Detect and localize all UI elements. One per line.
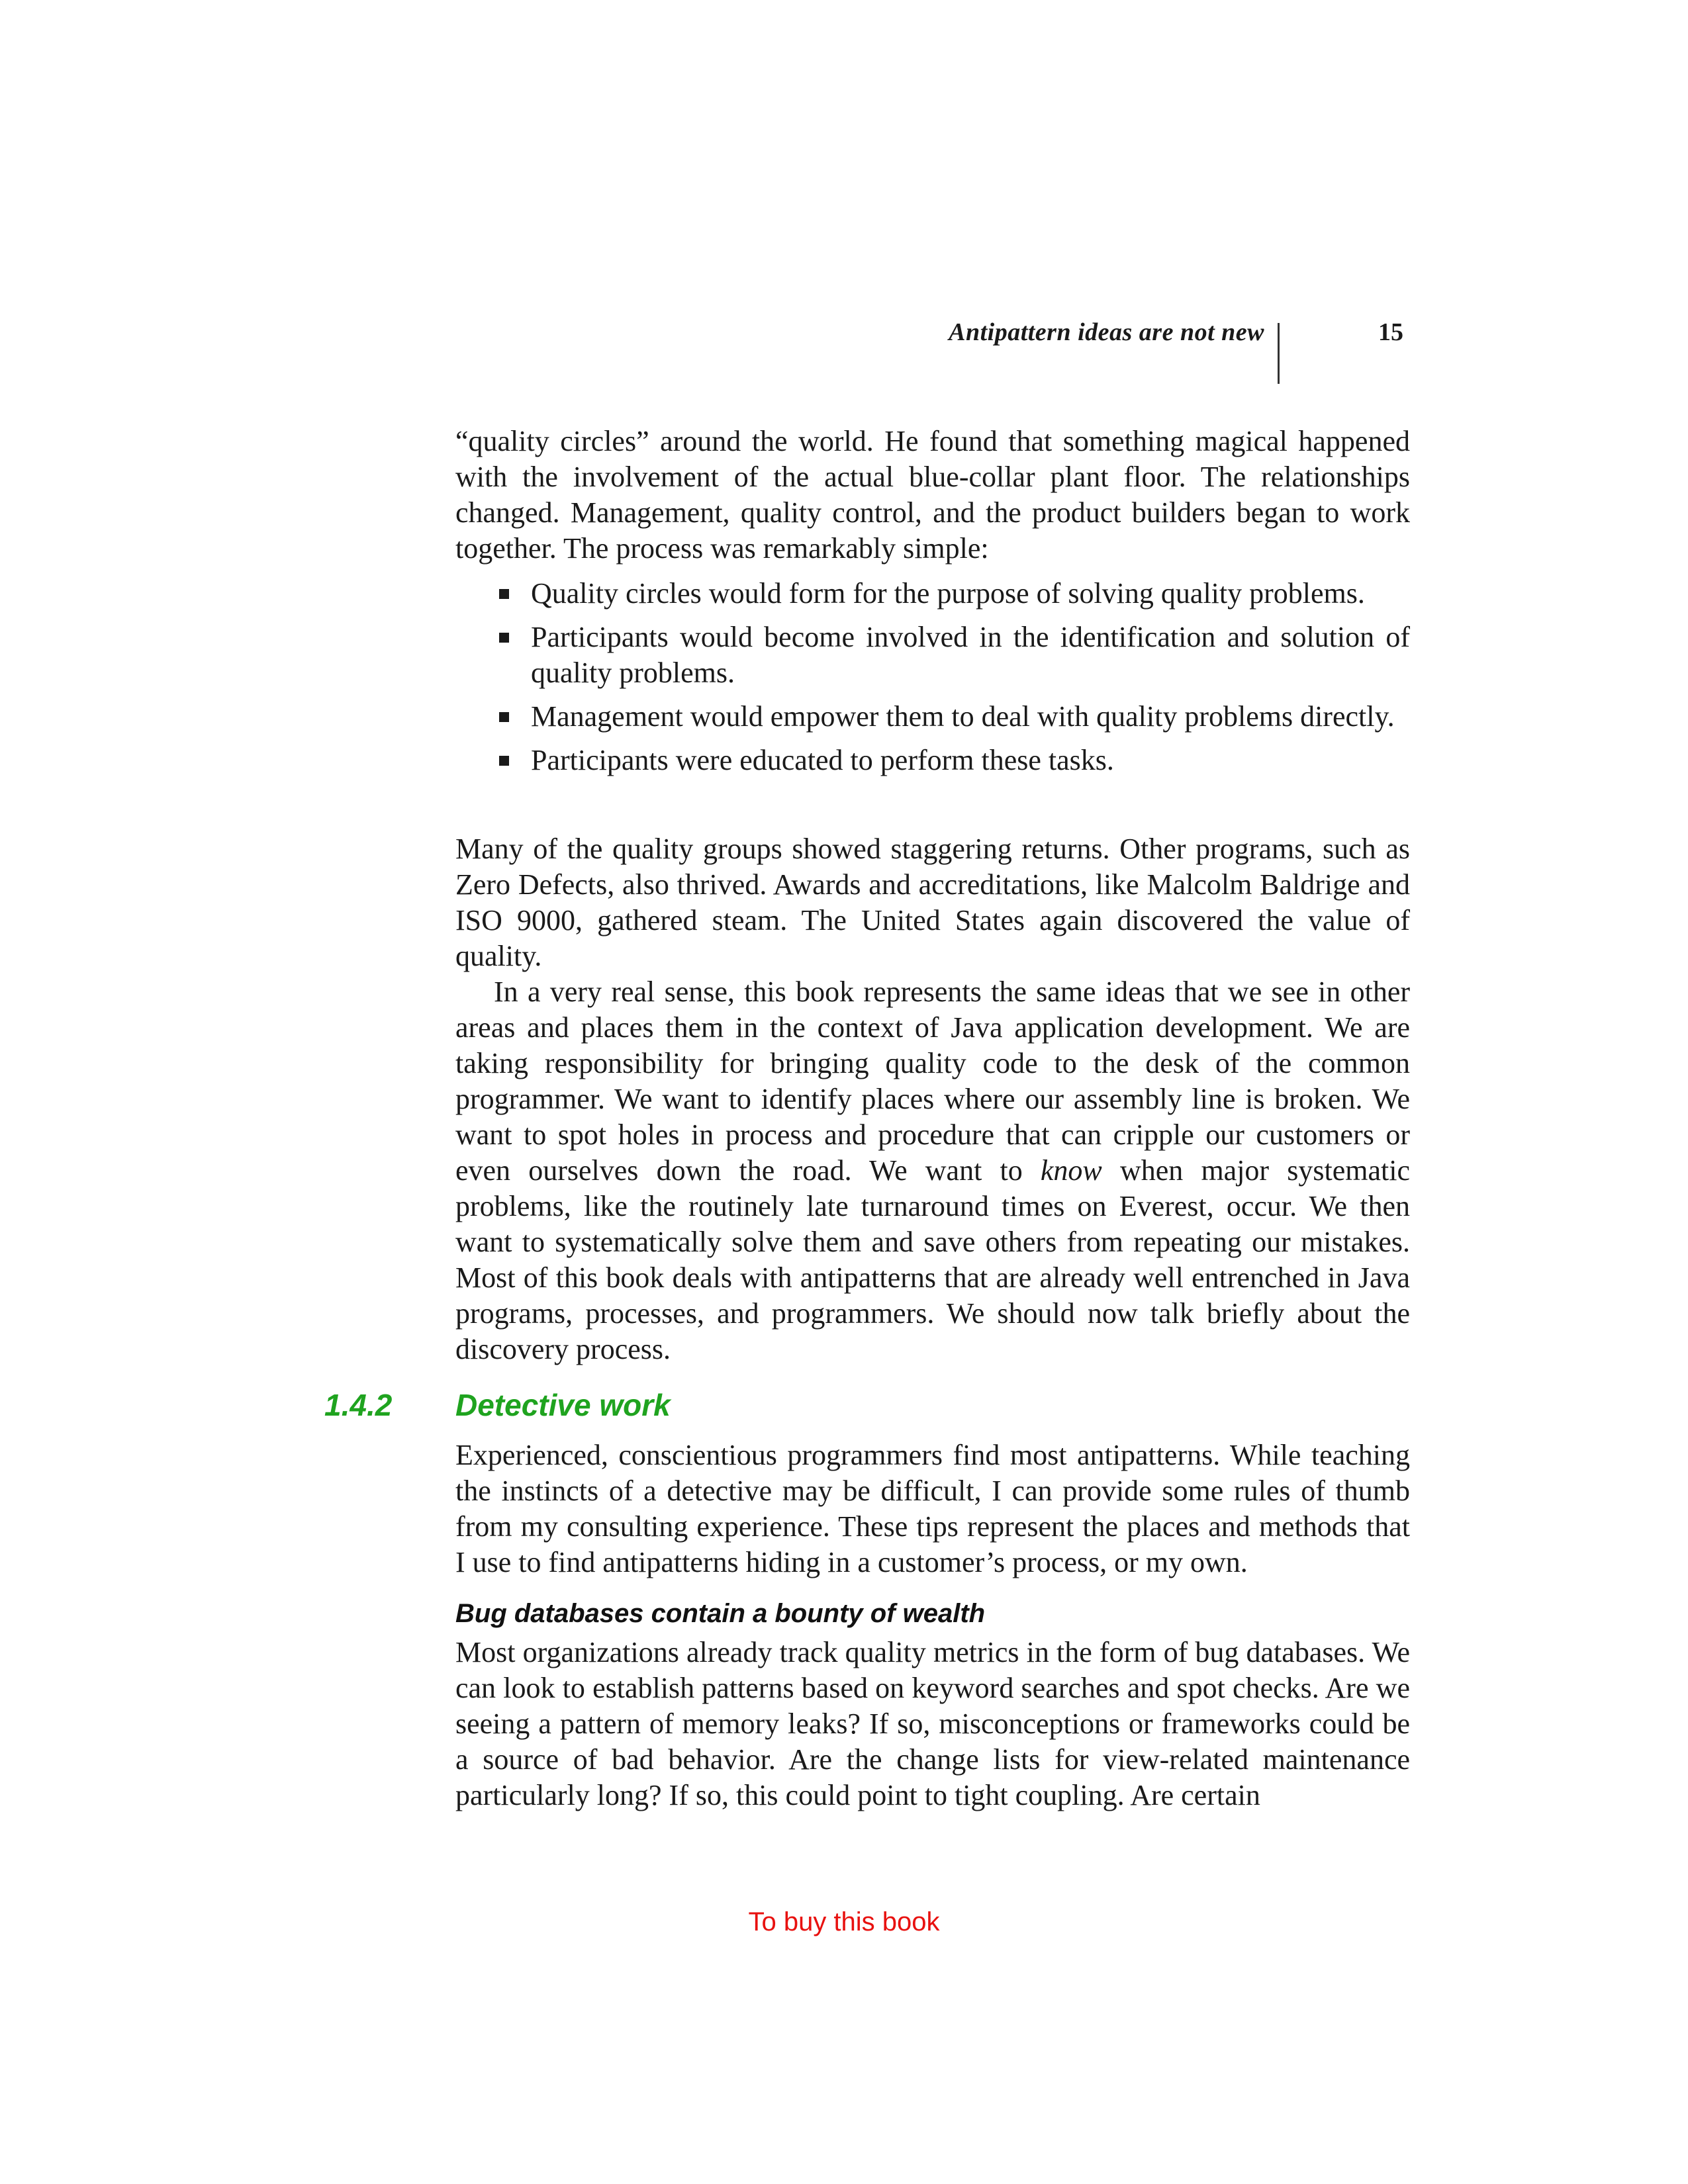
section-number: 1.4.2 xyxy=(324,1388,393,1422)
quality-returns-paragraph: Many of the quality groups showed staggering returns. Other programs, such as Zero Defects, also thrived. Awards and accreditations, like Malcolm Baldrige and ISO 9000, gathered steam. The United States again discovered the value of quality. xyxy=(455,833,1410,972)
square-bullet-icon xyxy=(499,756,509,766)
page-number: 15 xyxy=(1378,318,1403,346)
quality-circle-list xyxy=(455,576,1410,778)
section-heading xyxy=(0,1387,1688,1433)
list-item-text: Quality circles would form for the purpose of solving quality problems. xyxy=(531,577,1365,610)
subsection-heading: Bug databases contain a bounty of wealth xyxy=(455,1599,986,1628)
running-title: Antipattern ideas are not new xyxy=(949,318,1264,346)
book-purpose-paragraph xyxy=(455,974,1410,1367)
bug-databases-paragraph: Most organizations already track quality metrics in the form of bug databases. We can look to establish patterns based on keyword searches and spot checks. Are we seeing a pattern of memory leaks? If so, misconceptions or frameworks could be a source of bad behavior. Are the change lists for view-related maintenance particularly long? If so, this could point to tight coupling. Are certain xyxy=(455,1636,1410,1811)
list-item xyxy=(455,743,1410,778)
running-header xyxy=(0,311,1688,384)
bug-databases-block xyxy=(455,1635,1410,1813)
detective-block xyxy=(455,1437,1410,1580)
list-item xyxy=(455,699,1410,735)
square-bullet-icon xyxy=(499,712,509,722)
square-bullet-icon xyxy=(499,633,509,643)
intro-paragraph: “quality circles” around the world. He found that something magical happened with the involvement of the actual blue-collar plant floor. The relationships changed. Management, quality control, and the product builders began to work together. The process was remarkably simple: xyxy=(455,425,1410,565)
paragraph-text: when major systematic problems, like the routinely late turnaround times on Everest, occur. We then want to systematically solve them and save others from repeating our mistakes. Most of this book deals with antipatterns that are already well entrenched in Java programs, processes, and programmers. We should now talk briefly about the discovery process. xyxy=(455,1154,1410,1365)
list-item-text: Management would empower them to deal with quality problems directly. xyxy=(531,700,1395,733)
list-item xyxy=(455,619,1410,691)
list-item xyxy=(455,576,1410,612)
emphasis-text: know xyxy=(1040,1154,1102,1187)
list-item-text: Participants would become involved in the identification and solution of quality problems. xyxy=(531,621,1410,689)
paragraph-text: In a very real sense, this book represents the same ideas that we see in other areas and places them in the context of Java application development. We are taking responsibility for bringing quality code to the desk of the common programmer. We want to identify places where our assembly line is broken. We want to spot holes in process and procedure that can cripple our customers or even ourselves down the road. We want to xyxy=(455,976,1410,1187)
buy-book-link[interactable]: To buy this book xyxy=(748,1907,940,1936)
section-title: Detective work xyxy=(455,1388,671,1422)
detective-paragraph: Experienced, conscientious programmers find most antipatterns. While teaching the instincts of a detective may be difficult, I can provide some rules of thumb from my consulting experience. These tips represent the places and methods that I use to find antipatterns hiding in a customer’s process, or my own. xyxy=(455,1439,1410,1578)
header-divider xyxy=(1278,323,1280,384)
list-item-text: Participants were educated to perform these tasks. xyxy=(531,744,1114,776)
middle-block xyxy=(455,831,1410,1367)
intro-block xyxy=(455,424,1410,786)
square-bullet-icon xyxy=(499,589,509,599)
